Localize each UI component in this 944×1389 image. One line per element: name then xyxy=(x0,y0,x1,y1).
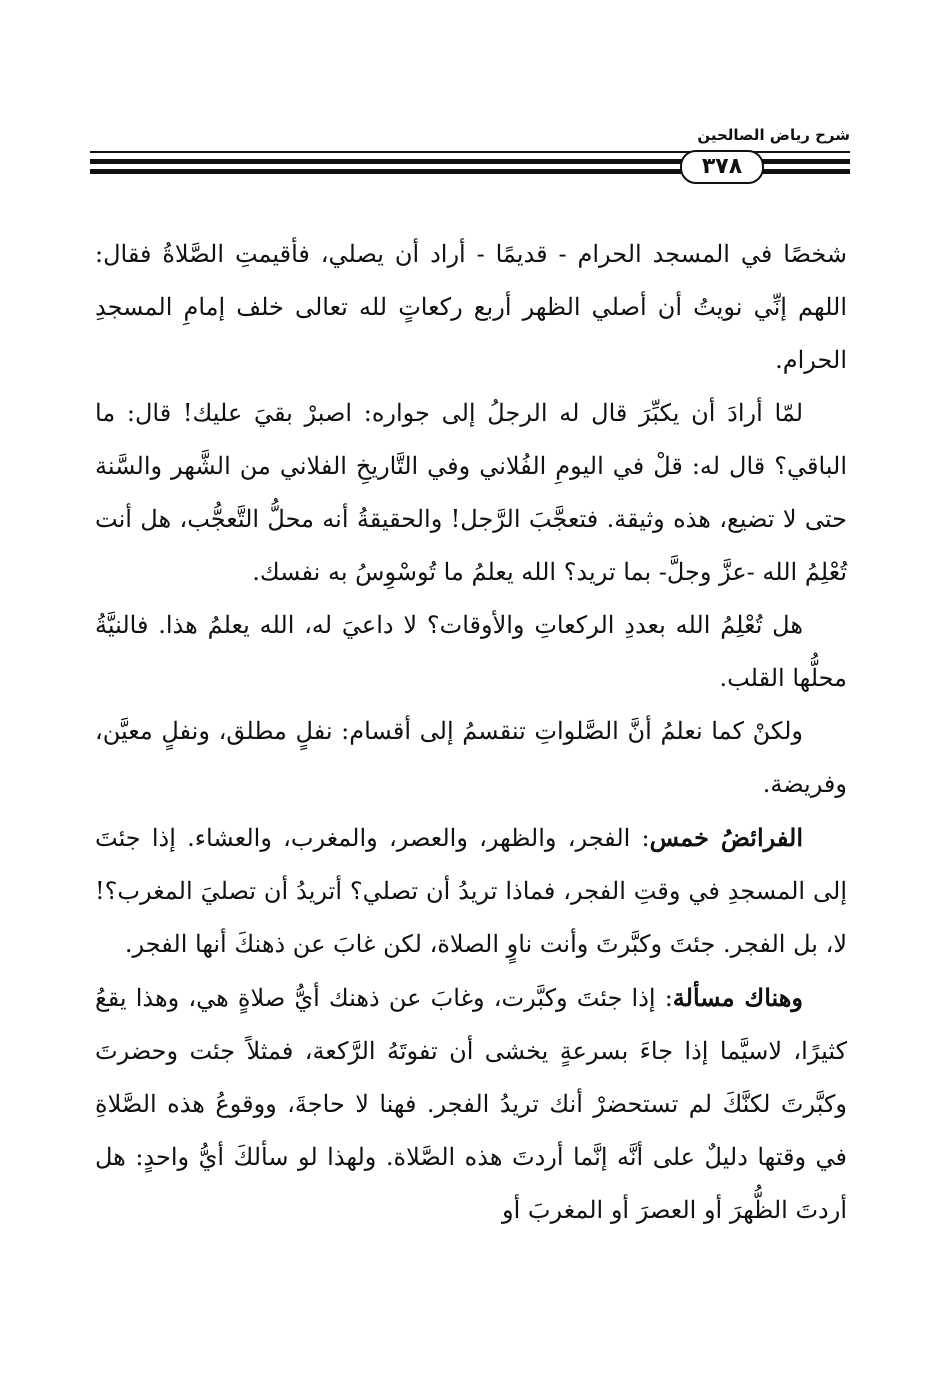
page-number: ٣٧٨ xyxy=(680,150,764,184)
paragraph-1-text: شخصًا في المسجد الحرام - قديمًا - أراد أن يصلي، فأقيمتِ الصَّلاةُ فقال: اللهم إنِّي نويتُ أن أصلي الظهر أربع ركعاتٍ لله تعالى خلف إمامِ المسجدِ الحرام. xyxy=(95,240,847,374)
paragraph-3 xyxy=(95,599,847,705)
page-header xyxy=(90,118,850,188)
paragraph-6-text: : إذا جئتَ وكبَّرت، وغابَ عن ذهنك أيُّ صلاةٍ هي، وهذا يقعُ كثيرًا، لاسيَّما إذا جاءَ بسرعةٍ يخشى أن تفوتَهُ الرَّكعة، فمثلاً جئت وحضرتَ وكبَّرتَ لكنَّكَ لم تستحضرْ أنك تريدُ الفجر. فهنا لا حاجةَ، ووقوعُ هذه الصَّلاةِ في وقتها دليلٌ على أنَّه إنَّما أردتَ هذه الصَّلاة. ولهذا لو سألكَ أيُّ واحدٍ: هل أردتَ الظُّهرَ أو العصرَ أو المغربَ أو xyxy=(95,984,847,1224)
paragraph-4 xyxy=(95,705,847,811)
page-body xyxy=(95,228,847,1237)
paragraph-6 xyxy=(95,971,847,1237)
paragraph-5 xyxy=(95,811,847,971)
paragraph-2-text: لمّا أرادَ أن يكبِّرَ قال له الرجلُ إلى جواره: اصبرْ بقيَ عليك! قال: ما الباقي؟ قال له: قلْ في اليومِ الفُلاني وفي التَّاريخِ الفلاني من الشَّهر والسَّنة حتى لا تضيع، هذه وثيقة. فتعجَّبَ الرَّجل! والحقيقةُ أنه محلُّ التَّعجُّب، هل أنت تُعْلِمُ الله -عزَّ وجلَّ- بما تريد؟ الله يعلمُ ما تُوسْوِسُ به نفسك. xyxy=(95,399,847,586)
paragraph-6-lead: وهناك مسألة xyxy=(672,983,803,1012)
paragraph-4-text: ولكنْ كما نعلمُ أنَّ الصَّلواتِ تنقسمُ إلى أقسام: نفلٍ مطلق، ونفلٍ معيَّن، وفريضة. xyxy=(95,717,847,798)
paragraph-1 xyxy=(95,228,847,387)
paragraph-2 xyxy=(95,387,847,599)
paragraph-3-text: هل تُعْلِمُ الله بعددِ الركعاتِ والأوقات؟ لا داعيَ له، الله يعلمُ هذا. فالنيَّةُ محلُّها القلب. xyxy=(95,611,847,692)
running-title: شرح رياض الصالحين xyxy=(697,126,850,144)
paragraph-5-lead: الفرائضُ خمس xyxy=(649,823,804,852)
paragraph-5-text: : الفجر، والظهر، والعصر، والمغرب، والعشاء. إذا جئتَ إلى المسجدِ في وقتِ الفجر، فماذا تريدُ أن تصلي؟ أتريدُ أن تصليَ المغرب؟! لا، بل الفجر. جئتَ وكبَّرتَ وأنت ناوٍ الصلاة، لكن غابَ عن ذهنكَ أنها الفجر. xyxy=(95,824,847,958)
